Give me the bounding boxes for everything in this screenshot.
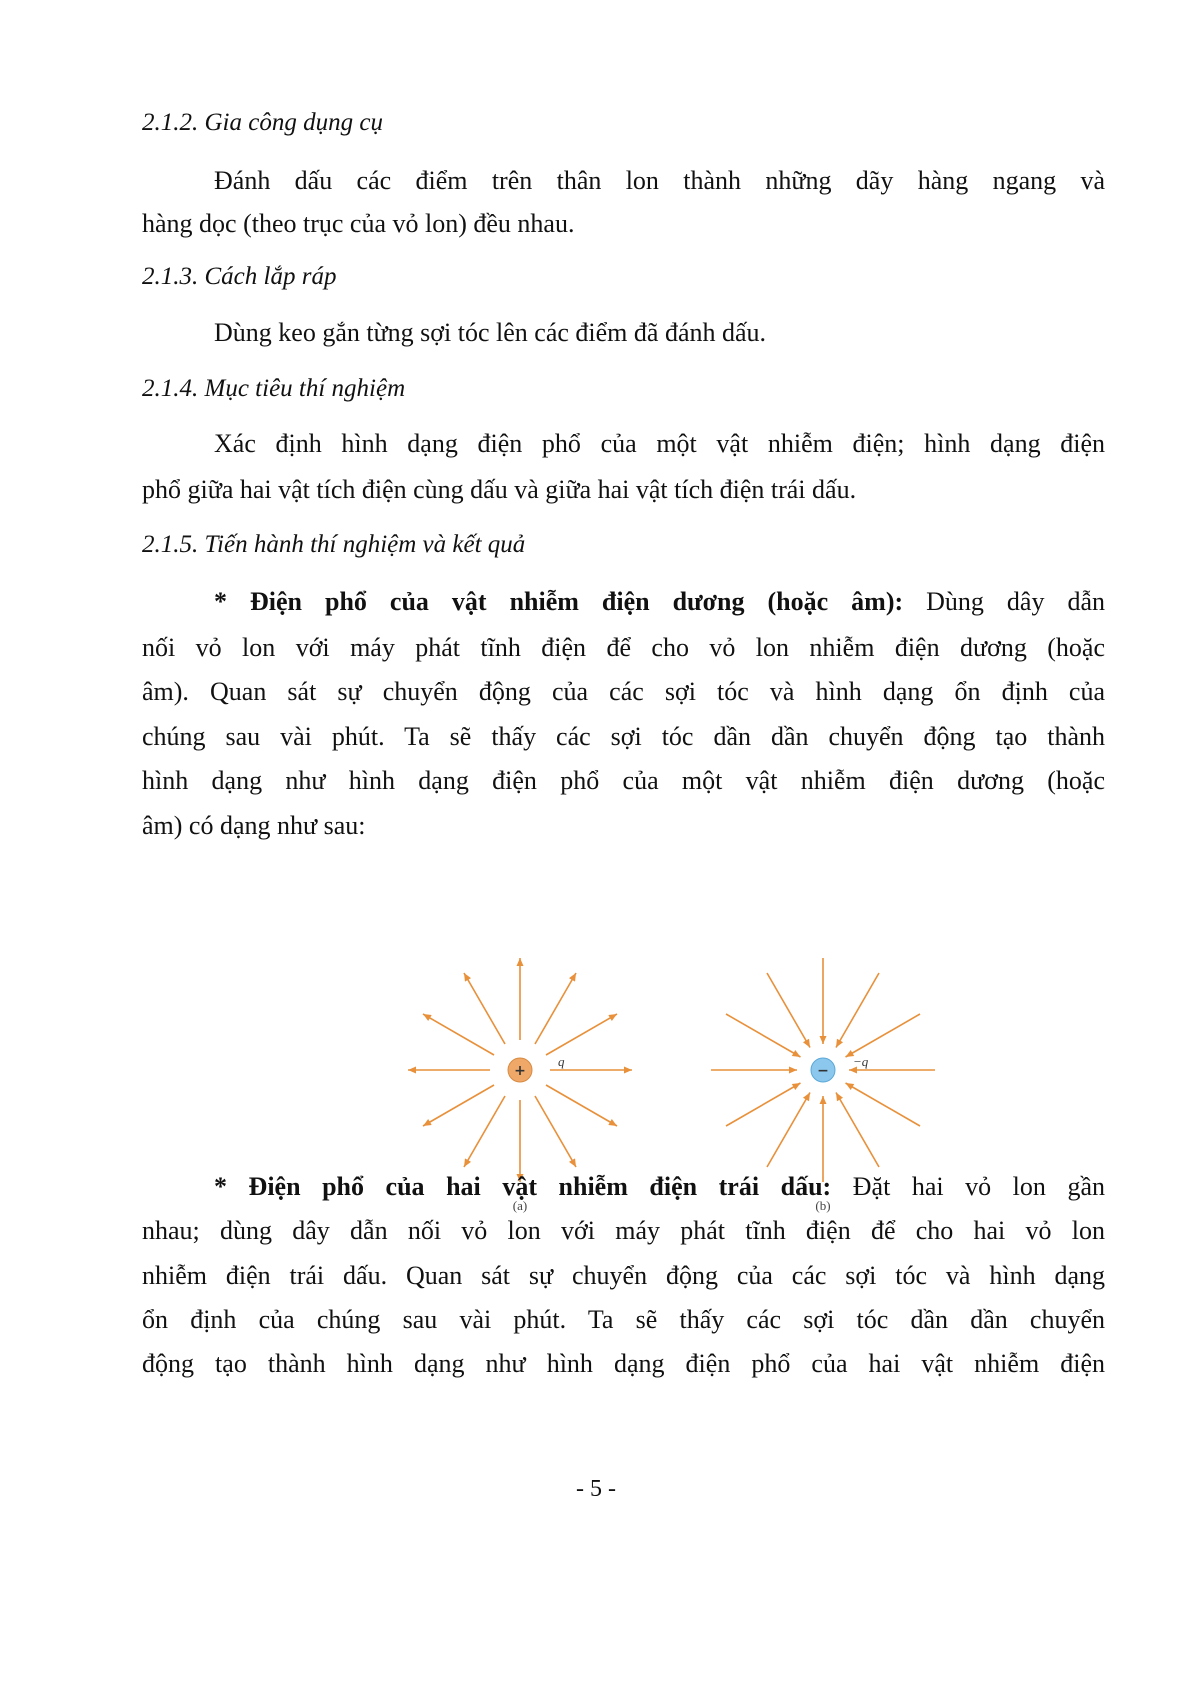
charge-label-a: q [558,1054,565,1069]
field-line [464,1096,505,1167]
caption-b: (b) [815,1198,831,1213]
paragraph-line [142,1172,1105,1202]
heading-2-1-2: 2.1.2. Gia công dụng cụ [142,109,383,136]
field-line [546,1014,617,1055]
paragraph-line: hình dạng như hình dạng điện phổ của một vật nhiễm điện dương (hoặc [142,766,1105,795]
bold-lead: * Điện phổ của vật nhiễm điện dương (hoặc âm): [214,587,904,616]
arrowhead-icon [820,1036,827,1044]
heading-2-1-4: 2.1.4. Mục tiêu thí nghiệm [142,375,406,402]
figure-a-positive-charge [408,958,632,1182]
field-line [423,1085,494,1126]
paragraph-line: phổ giữa hai vật tích điện cùng dấu và giữa hai vật tích điện trái dấu. [142,475,857,504]
arrowhead-icon [789,1067,797,1074]
field-line [846,1014,920,1057]
figure-b-negative-charge [711,958,935,1182]
heading-2-1-3: 2.1.3. Cách lắp ráp [142,263,337,290]
field-line [546,1085,617,1126]
field-line [836,973,879,1047]
paragraph-line: ổn định của chúng sau vài phút. Ta sẽ thấy các sợi tóc dần dần chuyển [142,1305,1105,1334]
field-line [535,973,576,1044]
field-line [464,973,505,1044]
text: Dùng dây dẫn [903,587,1106,616]
field-line [726,1014,800,1057]
charge-label-b: −q [853,1054,869,1069]
paragraph-line: nhiễm điện trái dấu. Quan sát sự chuyển động của các sợi tóc và hình dạng [142,1261,1105,1290]
field-line [726,1083,800,1126]
paragraph-line: âm). Quan sát sự chuyển động của các sợi tóc và hình dạng ổn định của [142,677,1105,706]
paragraph-line: Đánh dấu các điểm trên thân lon thành những dãy hàng ngang và [214,166,1105,195]
paragraph-line: động tạo thành hình dạng như hình dạng điện phổ của hai vật nhiễm điện [142,1349,1105,1378]
arrowhead-icon [624,1067,632,1074]
field-line [423,1014,494,1055]
field-line [767,973,810,1047]
page-number: - 5 - [576,1476,616,1502]
arrowhead-icon [517,958,524,966]
text: Đặt hai vỏ lon gần [831,1172,1105,1201]
paragraph-line: âm) có dạng như sau: [142,811,366,840]
paragraph-line: hàng dọc (theo trục của vỏ lon) đều nhau. [142,209,575,238]
field-line [767,1093,810,1167]
arrowhead-icon [408,1067,416,1074]
paragraph-line: Xác định hình dạng điện phổ của một vật nhiễm điện; hình dạng điện [214,429,1105,458]
field-line [535,1096,576,1167]
paragraph-line: nối vỏ lon với máy phát tĩnh điện để cho vỏ lon nhiễm điện dương (hoặc [142,633,1105,662]
heading-2-1-5: 2.1.5. Tiến hành thí nghiệm và kết quả [142,531,526,558]
charge-sign: − [817,1063,829,1079]
paragraph-line: chúng sau vài phút. Ta sẽ thấy các sợi tóc dần dần chuyển động tạo thành [142,722,1105,751]
field-line [846,1083,920,1126]
charge-sign: + [514,1063,526,1079]
paragraph-line: Dùng keo gắn từng sợi tóc lên các điểm đã đánh dấu. [214,318,767,347]
caption-a: (a) [512,1198,528,1213]
field-line [836,1093,879,1167]
bold-lead: * Điện phổ của hai vật nhiễm điện trái dấu: [214,1172,832,1201]
paragraph-line: nhau; dùng dây dẫn nối vỏ lon với máy phát tĩnh điện để cho hai vỏ lon [142,1216,1105,1245]
arrowhead-icon [820,1096,827,1104]
